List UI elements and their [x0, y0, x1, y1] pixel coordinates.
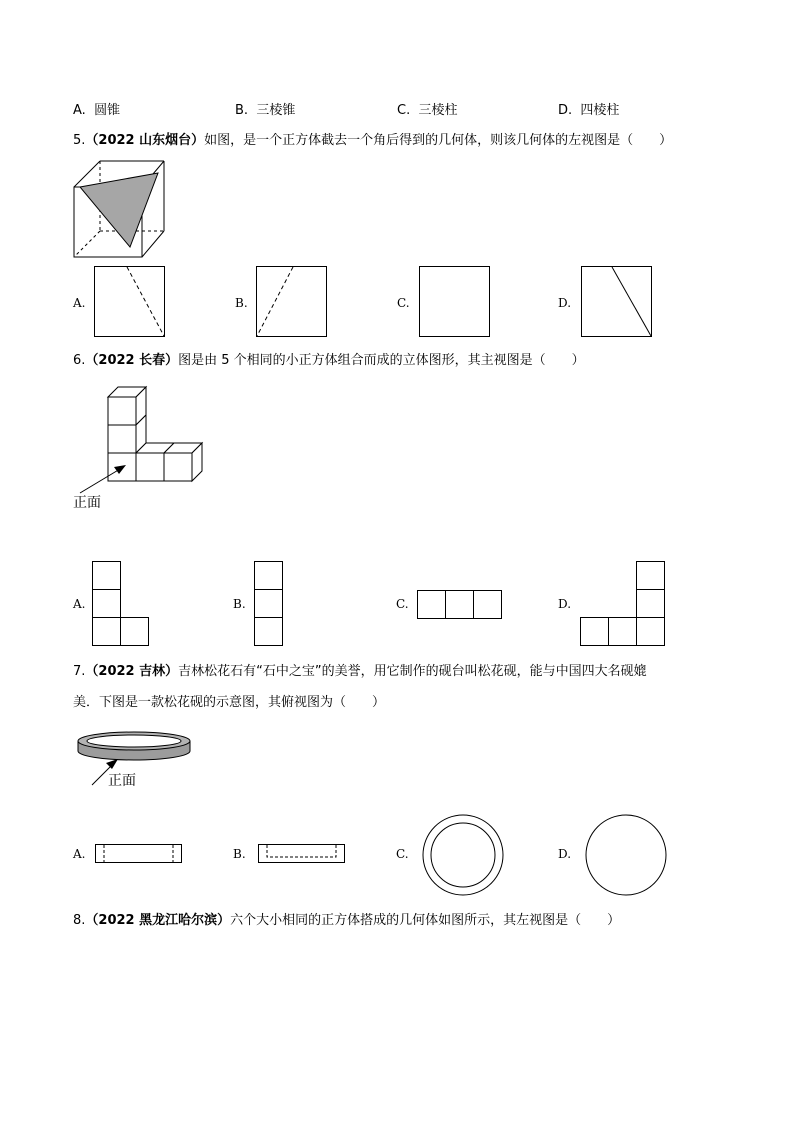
q4-option-b-letter: B.	[235, 103, 249, 118]
q7-number: 7.	[73, 664, 86, 679]
q6-option-d-label: D.	[558, 597, 572, 611]
q8-text: 六个大小相同的正方体搭成的几何体如图所示，其左视图是（ ）	[230, 913, 621, 928]
q6-number: 6.	[73, 353, 86, 368]
q6-front-label: 正面	[73, 495, 101, 511]
q5-text: 如图，是一个正方体截去一个角后得到的几何体，则该几何体的左视图是（ ）	[204, 133, 673, 148]
q5-option-a-figure	[94, 266, 166, 338]
q4-option-a	[73, 103, 120, 119]
q6-figure-cubes-3d	[70, 383, 212, 513]
q4-option-a-letter: A.	[73, 103, 86, 118]
q4-option-a-text: 圆锥	[94, 103, 121, 118]
q5-option-b-label: B.	[235, 296, 248, 310]
q7-option-b-figure	[258, 844, 348, 866]
q4-option-d-text: 四棱柱	[580, 103, 620, 118]
q7-option-d-label: D.	[558, 847, 572, 861]
q7-option-c-figure	[422, 814, 506, 898]
q4-option-c-letter: C.	[397, 103, 411, 118]
q5-option-d-label: D.	[558, 296, 572, 310]
q6-source: （2022 长春）	[85, 353, 179, 368]
q7-stem-line2	[73, 695, 385, 711]
q7-option-c-label: C.	[396, 847, 409, 861]
q4-option-d-letter: D.	[558, 103, 573, 118]
q6-option-a-figure	[92, 561, 152, 649]
q7-stem-line1	[73, 664, 647, 680]
q5-figure-cube-cut	[72, 157, 168, 261]
q6-option-c-figure	[417, 590, 505, 622]
q6-option-a-label: A.	[73, 597, 86, 611]
q7-front-label: 正面	[108, 773, 136, 789]
q7-figure-inkstone	[74, 727, 200, 793]
q7-source: （2022 吉林）	[85, 664, 179, 679]
q4-option-b	[235, 103, 295, 119]
q7-text-line1: 吉林松花石有“石中之宝”的美誉，用它制作的砚台叫松花砚，能与中国四大名砚媲	[178, 664, 647, 679]
q5-source: （2022 山东烟台）	[85, 133, 205, 148]
q4-option-c-text: 三棱柱	[418, 103, 458, 118]
q6-text: 图是由 5 个相同的小正方体组合而成的立体图形，其主视图是（ ）	[178, 353, 585, 368]
q8-number: 8.	[73, 913, 86, 928]
q5-option-c-figure	[419, 266, 491, 338]
q8-source: （2022 黑龙江哈尔滨）	[85, 913, 231, 928]
q4-option-d	[558, 103, 619, 119]
q5-option-a-label: A.	[73, 296, 86, 310]
q5-stem	[73, 133, 672, 149]
q4-option-b-text: 三棱锥	[256, 103, 296, 118]
q7-text-line2: 美．下图是一款松花砚的示意图，其俯视图为（ ）	[73, 695, 386, 710]
q5-option-b-figure	[256, 266, 328, 338]
q6-option-c-label: C.	[396, 597, 409, 611]
q6-stem	[73, 353, 585, 369]
q8-stem	[73, 913, 620, 929]
q4-option-c	[397, 103, 458, 119]
q5-option-c-label: C.	[397, 296, 410, 310]
q5-option-d-figure	[581, 266, 653, 338]
q7-option-b-label: B.	[233, 847, 246, 861]
q7-option-d-figure	[585, 814, 669, 898]
q7-option-a-label: A.	[73, 847, 86, 861]
q6-option-b-figure	[254, 561, 286, 649]
q6-option-d-figure	[580, 561, 668, 649]
q5-number: 5.	[73, 133, 86, 148]
q6-option-b-label: B.	[233, 597, 246, 611]
q7-option-a-figure	[95, 844, 185, 866]
